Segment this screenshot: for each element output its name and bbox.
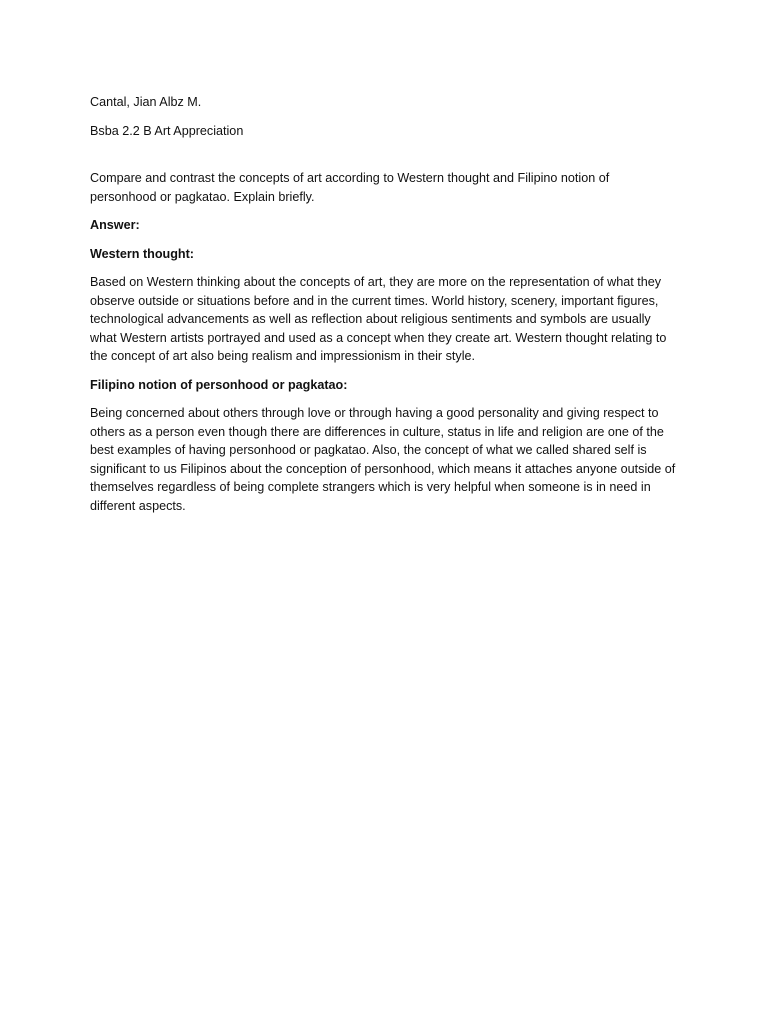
question-text: Compare and contrast the concepts of art according to Western thought and Filipino notion of personhood or pagkatao. Explain briefly. bbox=[90, 171, 610, 204]
section-body-western: Based on Western thinking about the concepts of art, they are more on the representation of what they observe outside or situations before and in the current times. World history, scenery, important figures, technological advancements as well as reflection about religious sentiments and symbols are usually what Western artists portrayed and used as a concept when they create art. Western thought relating to the concept of art also being realism and impressionism in their style. bbox=[90, 275, 667, 363]
student-name: Cantal, Jian Albz M. bbox=[90, 95, 202, 109]
answer-label: Answer: bbox=[90, 218, 140, 232]
section-title-western: Western thought: bbox=[90, 246, 195, 261]
section-title-filipino: Filipino notion of personhood or pagkatao: bbox=[90, 377, 348, 392]
course-line: Bsba 2.2 B Art Appreciation bbox=[90, 123, 244, 138]
section-body-filipino: Being concerned about others through love or through having a good personality and giving respect to others as a person even though there are differences in culture, status in life and religion are one of the best examples of having personhood or pagkatao. Also, the concept of what we called shared self is significant to us Filipinos about the conception of personhood, which means it attaches anyone outside of themselves regardless of being complete strangers which is very helpful when someone is in need in different aspects. bbox=[90, 406, 676, 513]
